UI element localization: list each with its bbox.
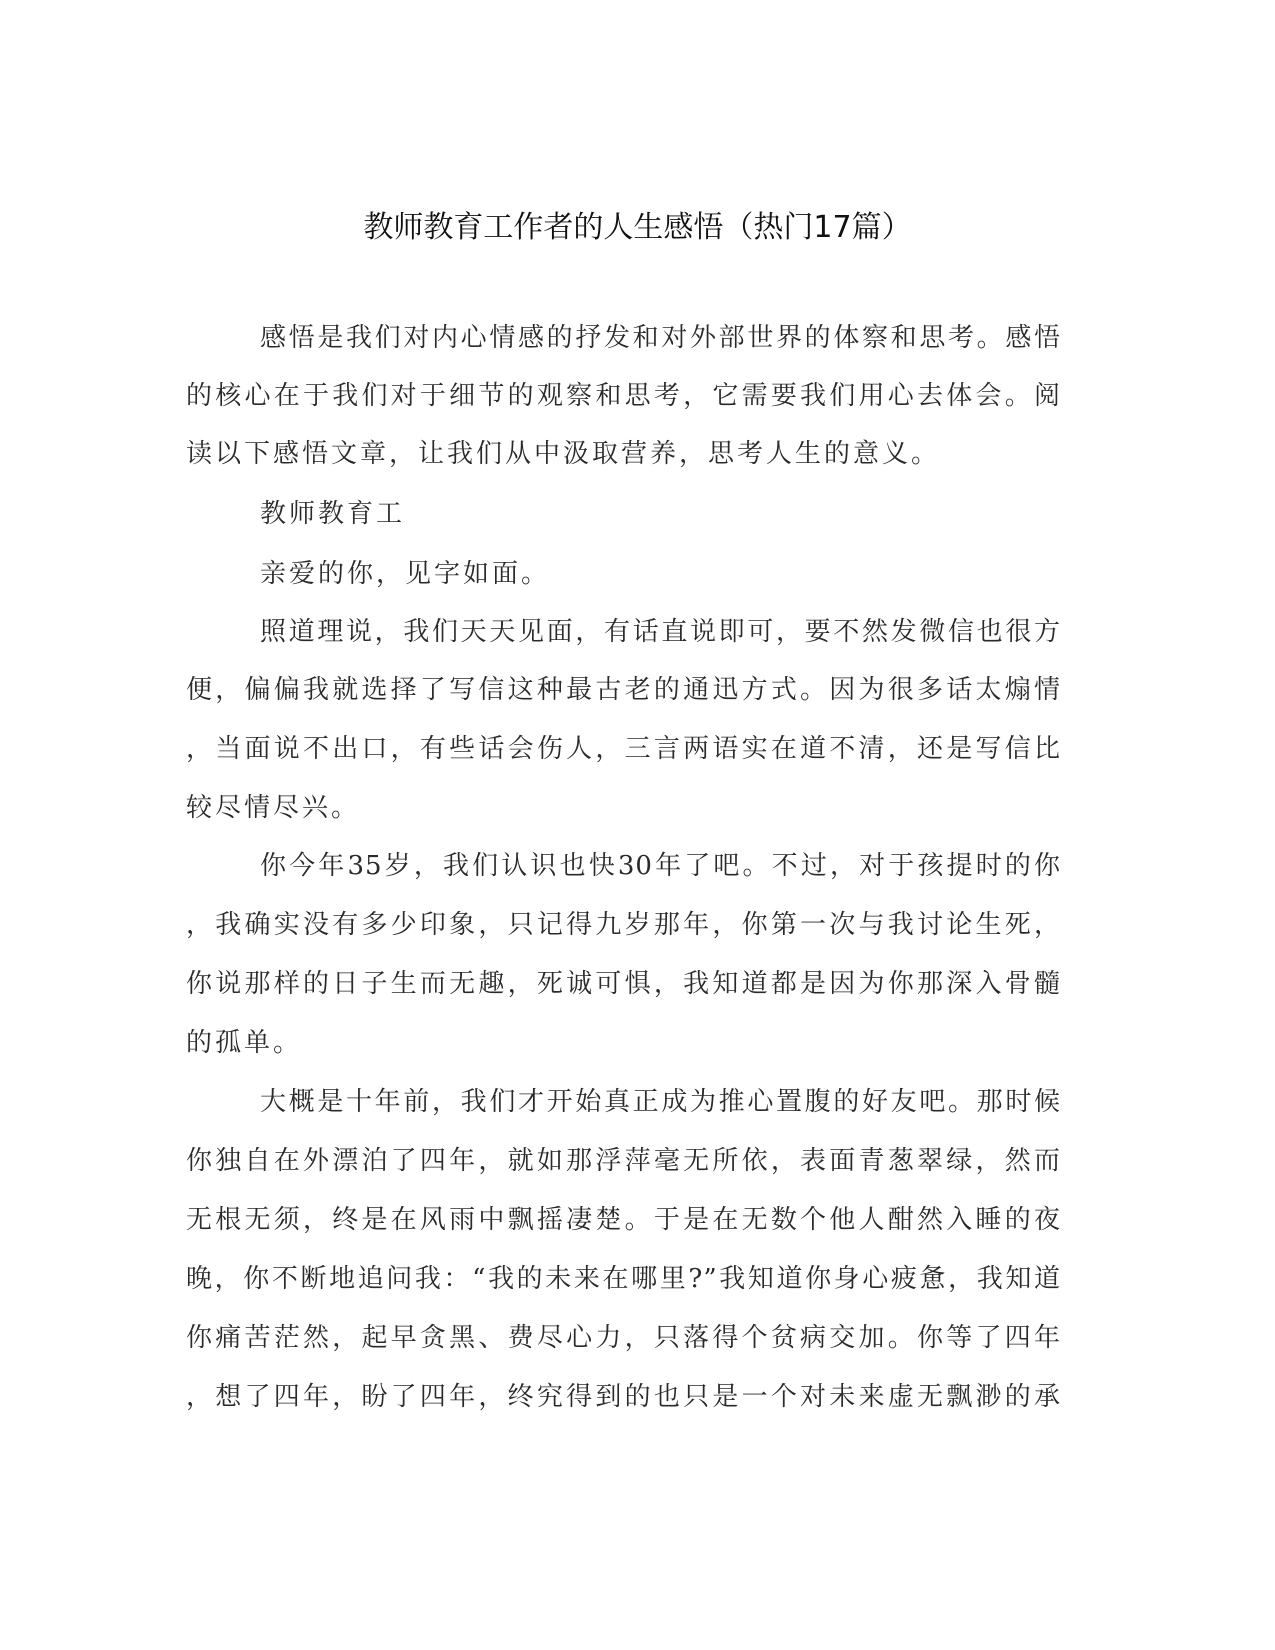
text-line: 的孤单。 <box>186 1028 303 1058</box>
document-title: 教师教育工作者的人生感悟（热门17篇） <box>363 210 912 245</box>
text-line: 的核心在于我们对于细节的观察和思考，它需要我们用心去体会。阅 <box>186 381 1061 411</box>
text-line: ，当面说不出口，有些话会伤人，三言两语实在道不清，还是写信比 <box>186 734 1061 764</box>
text-line: 无根无须，终是在风雨中飘摇凄楚。于是在无数个他人酣然入睡的夜 <box>186 1205 1061 1235</box>
text-line: ，想了四年，盼了四年，终究得到的也只是一个对未来虚无飘渺的承 <box>186 1382 1061 1412</box>
text-line: 教师教育工 <box>260 499 406 529</box>
text-line: 晚，你不断地追问我：“我的未来在哪里?”我知道你身心疲惫，我知道 <box>186 1264 1061 1294</box>
text-line: 你今年35岁，我们认识也快30年了吧。不过，对于孩提时的你 <box>260 851 1061 881</box>
text-line: ，我确实没有多少印象，只记得九岁那年，你第一次与我讨论生死， <box>186 910 1061 940</box>
text-line: 你痛苦茫然，起早贪黑、费尽心力，只落得个贫病交加。你等了四年 <box>186 1323 1061 1353</box>
text-line: 便，偏偏我就选择了写信这种最古老的通迅方式。因为很多话太煽情 <box>186 675 1061 705</box>
text-line: 照道理说，我们天天见面，有话直说即可，要不然发微信也很方 <box>260 617 1061 647</box>
text-line: 较尽情尽兴。 <box>186 793 361 823</box>
text-line: 大概是十年前，我们才开始真正成为推心置腹的好友吧。那时候 <box>260 1087 1061 1117</box>
text-line: 你说那样的日子生而无趣，死诚可惧，我知道都是因为你那深入骨髓 <box>186 969 1061 999</box>
text-line: 亲爱的你，见字如面。 <box>260 559 551 589</box>
text-line: 感悟是我们对内心情感的抒发和对外部世界的体察和思考。感悟 <box>260 323 1061 353</box>
text-line: 读以下感悟文章，让我们从中汲取营养，思考人生的意义。 <box>186 439 941 469</box>
text-line: 你独自在外漂泊了四年，就如那浮萍毫无所依，表面青葱翠绿，然而 <box>186 1146 1061 1176</box>
